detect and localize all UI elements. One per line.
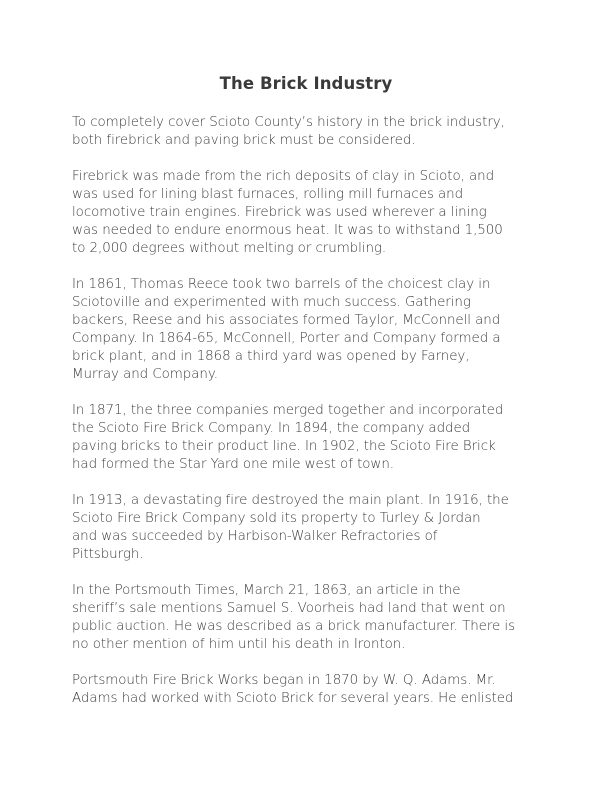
- text-line: backers, Reese and his associates formed Taylor, McConnell and: [72, 313, 501, 328]
- text-line: In 1913, a devastating fire destroyed the main plant. In 1916, the: [72, 493, 509, 508]
- text-line: sheriff’s sale mentions Samuel S. Voorheis had land that went on: [72, 601, 506, 616]
- text-line: Adams had worked with Scioto Brick for several years. He enlisted: [72, 691, 514, 706]
- text-line: Scioto Fire Brick Company sold its property to Turley & Jordan: [72, 511, 481, 526]
- text-line: the Scioto Fire Brick Company. In 1894, the company added: [72, 421, 471, 436]
- text-line: paving bricks to their product line. In 1902, the Scioto Fire Brick: [72, 439, 496, 454]
- paragraph-1913: [72, 492, 542, 564]
- paragraph-firebrick: [72, 168, 542, 258]
- paragraph-portsmouth-fire-brick: [72, 672, 542, 708]
- text-line: locomotive train engines. Firebrick was used wherever a lining: [72, 205, 487, 220]
- text-line: both firebrick and paving brick must be considered.: [72, 133, 416, 148]
- text-line: was needed to endure enormous heat. It was to withstand 1,500: [72, 223, 503, 238]
- text-line: In 1871, the three companies merged together and incorporated: [72, 403, 504, 418]
- text-line: Firebrick was made from the rich deposits of clay in Scioto, and: [72, 169, 495, 184]
- text-line: In 1861, Thomas Reece took two barrels of the choicest clay in: [72, 277, 491, 292]
- text-line: to 2,000 degrees without melting or crumbling.: [72, 241, 387, 256]
- paragraph-portsmouth-times: [72, 582, 542, 654]
- text-line: Portsmouth Fire Brick Works began in 1870 by W. Q. Adams. Mr.: [72, 673, 496, 688]
- text-line: Murray and Company.: [72, 367, 218, 382]
- text-line: brick plant, and in 1868 a third yard was opened by Farney,: [72, 349, 470, 364]
- text-line: Sciotoville and experimented with much success. Gathering: [72, 295, 471, 310]
- text-line: and was succeeded by Harbison-Walker Refractories of: [72, 529, 438, 544]
- paragraph-1871: [72, 402, 542, 474]
- text-line: To completely cover Scioto County’s history in the brick industry,: [72, 115, 505, 130]
- text-line: public auction. He was described as a brick manufacturer. There is: [72, 619, 516, 634]
- document-title: The Brick Industry: [219, 74, 393, 93]
- text-line: Company. In 1864-65, McConnell, Porter and Company formed a: [72, 331, 501, 346]
- text-line: was used for lining blast furnaces, rolling mill furnaces and: [72, 187, 464, 202]
- text-line: no other mention of him until his death in Ironton.: [72, 637, 406, 652]
- document-body: [72, 114, 542, 726]
- text-line: In the Portsmouth Times, March 21, 1863, an article in the: [72, 583, 461, 598]
- paragraph-1861: [72, 276, 542, 384]
- paragraph-intro: [72, 114, 542, 150]
- text-line: Pittsburgh.: [72, 547, 144, 562]
- text-line: had formed the Star Yard one mile west of town.: [72, 457, 394, 472]
